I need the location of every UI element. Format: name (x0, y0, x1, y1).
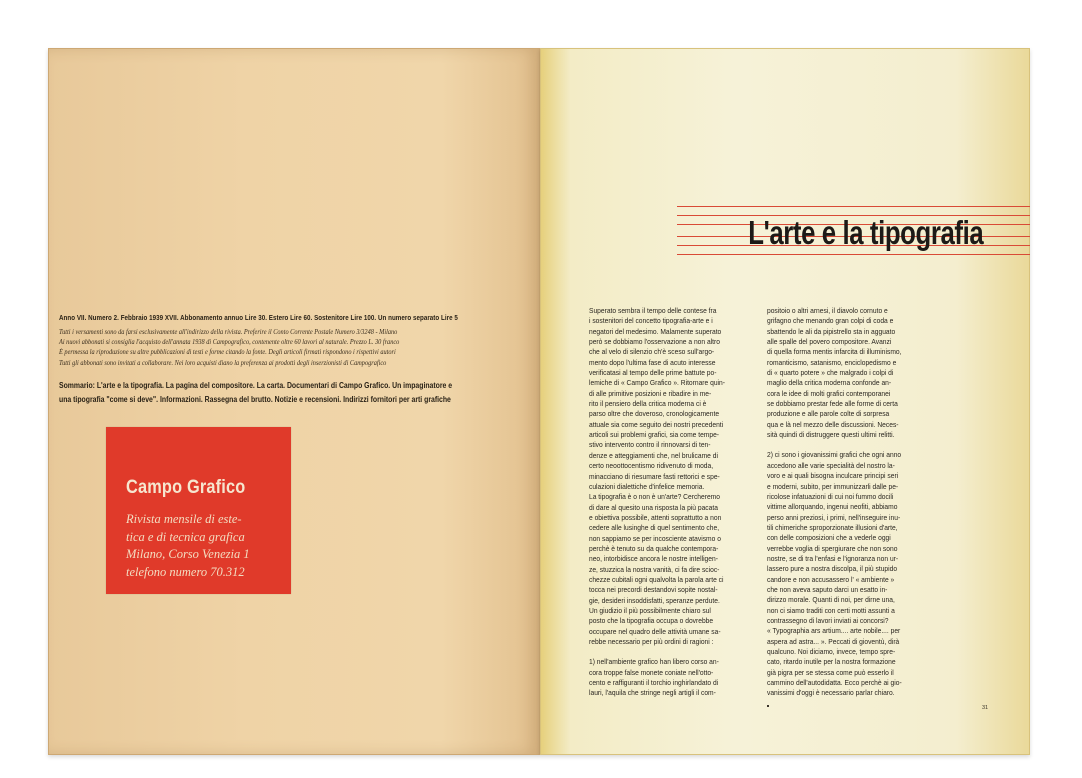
article-column-left (589, 306, 759, 699)
text-line: verificatasi al tempo delle prime battute po- (589, 368, 717, 378)
text-line: e obiettiva possibile, attenti soprattutto a non (589, 512, 722, 522)
text-line: ze, stuzzica la nostra vanità, ci fa dire scioc- (589, 564, 720, 574)
text-line: lauri, l'aquila che stringe negli artigli il com- (589, 688, 716, 698)
text-line: Un giudizio il più possibilmente chiaro sul (589, 605, 711, 615)
text-line: 2) ci sono i giovanissimi grafici che ogni anno (767, 450, 902, 460)
summary-line: Sommario: L'arte e la tipografia. La pagina del compositore. La carta. Documentari di Campo Grafico. Un impaginatore e (59, 381, 453, 390)
publisher-box (106, 427, 291, 594)
text-line: posto che la tipografia occupa o dovrebbe (589, 616, 714, 626)
notice-text (59, 327, 549, 368)
text-line: romanticismo, satanismo, enciclopedismo e (767, 357, 897, 367)
text-line: i sostenitori del concetto tipografia-arte e i (589, 316, 713, 326)
notice-line: Tutti i versamenti sono da farsi esclusivamente all'indirizzo della rivista. Preferire il Conto Corrente Postale Numero 3/3248 - Milano (59, 328, 398, 336)
text-line: grifagno che menando gran colpi di coda e (767, 316, 894, 326)
text-line: di quella forma mentis infarcita di illuminismo, (767, 347, 902, 357)
text-line: culazioni dialettiche d'infelice memoria. (589, 481, 705, 491)
text-line: minacciano di riesumare fasti rettorici e spe- (589, 471, 720, 481)
text-line: verrebbe voglia di spergiurare che non sono (767, 543, 898, 553)
text-line: mento dopo l'ultima fase di acuto interesse (589, 357, 716, 367)
text-line: tili chimeriche sproporzionate illusioni d'arte, (767, 522, 898, 532)
text-line: contrassegno di lavori inviati ai concorsi? (767, 615, 889, 625)
text-line: che al velo di silenzio ch'è sceso sull'argo- (589, 347, 715, 357)
text-line: cora troppe false monete coniate nell'otto- (589, 667, 714, 677)
detail-line: tica e di tecnica grafica (126, 529, 245, 544)
detail-line: Rivista mensile di este- (126, 512, 242, 526)
text-line: La tipografia è o non è un'arte? Cercheremo (589, 492, 720, 502)
text-line: candore e non accusassero l' « ambiente » (767, 574, 895, 584)
magazine-spread (48, 48, 1030, 755)
left-page (48, 48, 540, 755)
publication-details (126, 511, 306, 581)
text-line: produzione e alle parole colte di sorpresa (767, 409, 890, 419)
text-line: vittime allorquando, ingenui neofiti, abbiamo (767, 502, 898, 512)
red-rule (677, 206, 1030, 207)
text-line: ricolose infatuazioni di cui noi fummo docili (767, 491, 894, 501)
text-line: aspera ad astra... ». Peccati di gioventù, dirà (767, 636, 900, 646)
text-line: occupare nel quadro delle attività umane sa- (589, 626, 721, 636)
text-line: dirizzo morale. Quanti di noi, per dirne una, (767, 595, 895, 605)
text-line: di « quarto potere » che malgrado i colpi di (767, 368, 894, 378)
publication-title: Campo Grafico (126, 477, 246, 498)
text-line: alle spalle del povero compositore. Avanzi (767, 337, 892, 347)
text-line: perchè è tenuto su da qualche contempora- (589, 543, 719, 553)
text-line: sbattendo le ali da pipistrello sta in agguato (767, 326, 896, 336)
notice-line: Ai nuovi abbonati si consiglia l'acquisto dell'annata 1938 di Campografico, contenente oltre 60 lavori al naturale. Prezzo L. 30 franco (59, 338, 400, 347)
text-line: gie, desideri insoddisfatti, speranze perdute. (589, 595, 720, 605)
table-of-contents (59, 379, 541, 407)
text-line: voro e ai quali bisogna inculcare principi seri (767, 471, 899, 481)
masthead-line: Anno VII. Numero 2. Febbraio 1939 XVII. Abbonamento annuo Lire 30. Estero Lire 60. Sostenitore Lire 100. Un numero separato Lire 5 (59, 313, 458, 322)
text-line: attuale sia come seguito dei nostri precedenti (589, 419, 724, 429)
text-line: lassero pure a nostra discolpa, il più stupido (767, 564, 898, 574)
text-line: non ci siamo traditi con certi motti assunti a (767, 605, 895, 615)
page-mark (767, 705, 769, 707)
text-line: rebbe necessario per più ordini di ragioni : (589, 637, 714, 646)
text-line: rito il pensiero della critica moderna ci è (589, 399, 707, 409)
text-line: 1) nell'ambiente grafico han libero corso an- (589, 657, 719, 667)
text-line: certo neoottocentismo ridivenuto di moda, (589, 461, 714, 471)
text-line (589, 647, 759, 657)
article-title: L'arte e la tipografia (748, 214, 983, 251)
text-line: accedono alle varie specialità del nostro la- (767, 460, 895, 470)
detail-line: Milano, Corso Venezia 1 (126, 547, 250, 561)
text-line: sità quindi di distruggere questi ultimi relitti. (767, 430, 895, 440)
text-line: di dare al quesito una risposta la più pacata (589, 502, 718, 512)
text-line: con delle composizioni che a vederle oggi (767, 533, 891, 543)
text-line: di alle primitive posizioni e ribadire in me- (589, 388, 712, 398)
text-line (767, 440, 937, 450)
text-line: già pigra per se stessa come può esserlo il (767, 667, 894, 677)
text-line: stivo intervento contro il rinnovarsi di ten- (589, 440, 711, 450)
text-line: « Typographia ars artium.... arte nobile.... per (767, 626, 901, 636)
text-line: lemiche di « Campo Grafico ». Ritornare quin- (589, 378, 725, 388)
summary-line: una tipografia "come si deve". Informazioni. Rassegna del brutto. Notizie e recensioni. Indirizzi fornitori per arti grafiche (59, 395, 451, 404)
text-line: chezze cubitali ogni qualvolta la parola arte ci (589, 574, 724, 584)
text-line: cedere alle lusinghe di quel sentimento che, (589, 523, 720, 533)
text-line: e moderni, subito, per immunizzarli dalle pe- (767, 481, 899, 491)
text-line: cento e raffiguranti il torchio inghirlandato di (589, 678, 719, 688)
text-line: però se dobbiamo l'osservazione a non altro (589, 337, 720, 347)
text-line: parso oltre che doveroso, cronologicamente (589, 409, 720, 419)
text-line: cammino dell'autodidatta. Ecco perchè ai gio- (767, 678, 902, 688)
notice-line: Tutti gli abbonati sono invitati a collaborare. Nei loro acquisti diano la preferenza ai prodotti degli inserzionisti di Campografico (59, 358, 387, 367)
text-line: se dobbiamo prestar fede alle forme di certa (767, 399, 898, 409)
right-page (540, 48, 1030, 755)
text-line: che non aveva saputo darci un esatto in- (767, 584, 888, 594)
text-line: nostre, se di tra l'enfasi e l'ignoranza non ur- (767, 553, 899, 563)
text-line: qualcuno. Noi diciamo, invece, tempo spre- (767, 647, 896, 656)
text-line: Superato sembra il tempo delle contese fra (589, 306, 717, 315)
red-rule (677, 254, 1030, 255)
text-line: maglio della critica moderna confonde an- (767, 378, 892, 388)
text-line: non sappiamo se per incosciente atavismo o (589, 533, 721, 543)
text-line: cato, ritardo inutile per la nostra formazione (767, 657, 896, 667)
text-line: neo, intorbidisce ancora le nostre intelligen- (589, 554, 718, 564)
text-line: qua e là nel mezzo delle discussioni. Neces- (767, 419, 899, 429)
notice-line: È permessa la riproduzione su altre pubblicazioni di testi e forme citando la fonte. Degli articoli firmati rispondono i rispettivi autori (59, 348, 396, 357)
page-number: 31 (982, 705, 989, 711)
text-line: cora le idee di molti grafici contemporanei (767, 388, 891, 398)
detail-line: telefono numero 70.312 (126, 564, 245, 579)
text-line: vanissimi d'oggi è necessario parlar chiaro. (767, 688, 895, 698)
text-line: articoli sui problemi grafici, sia come tempe- (589, 430, 720, 440)
text-line: negatori del medesimo. Malamente superato (589, 326, 722, 336)
text-line: denze e atteggiamenti che, nel brulicame di (589, 450, 718, 460)
text-line: tocca nei precordi destandovi sopite nostal- (589, 585, 718, 595)
article-column-right (767, 306, 937, 699)
text-line: positoio o altri arnesi, il diavolo cornuto e (767, 306, 888, 315)
text-line: perso anni preziosi, i primi, nell'inseguire inu- (767, 512, 901, 522)
